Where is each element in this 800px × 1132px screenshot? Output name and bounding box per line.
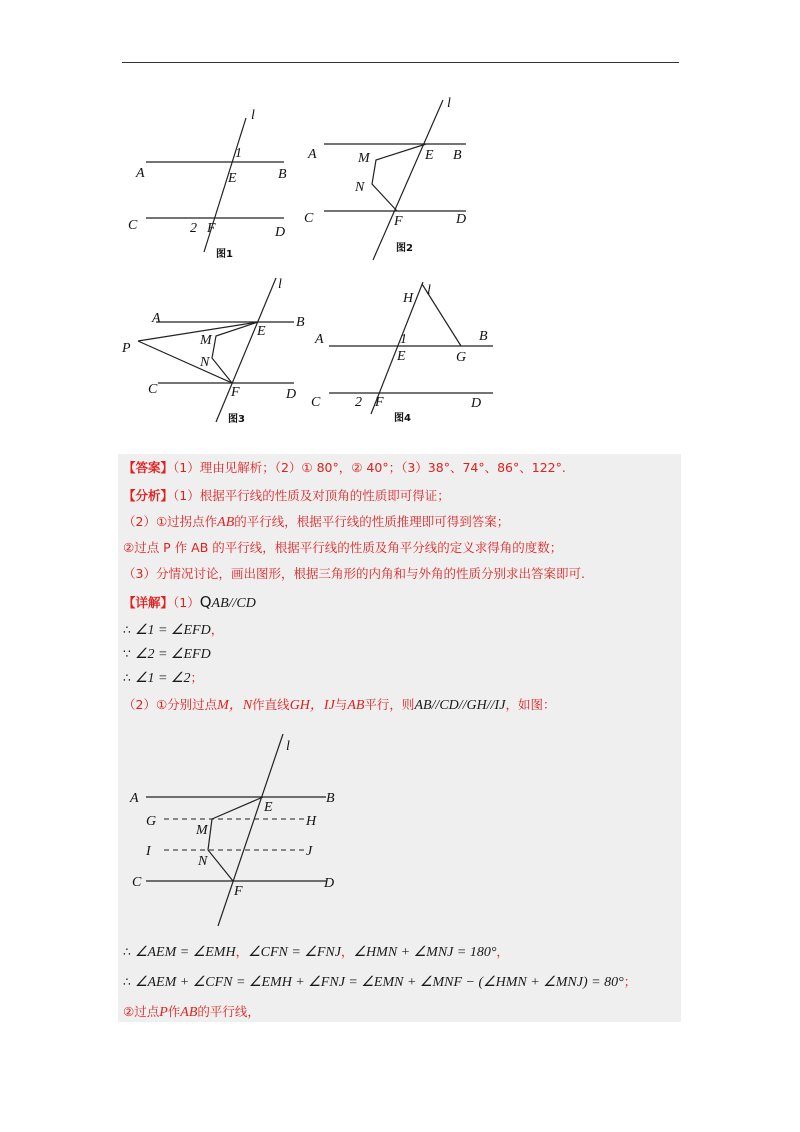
segment-pf [138, 341, 232, 383]
label-b: B [278, 167, 287, 182]
transversal-l [373, 100, 443, 260]
figure-construction [126, 730, 356, 930]
analysis-tag: 【分析】 [123, 488, 174, 503]
detail-tag: 【详解】 [123, 595, 174, 610]
caption-fig4: 图4 [394, 413, 411, 424]
caption-fig3: 图3 [228, 414, 245, 425]
label-l: l [427, 283, 431, 298]
label-b: B [296, 315, 305, 330]
label-b: B [479, 329, 488, 344]
label-f: F [394, 214, 403, 229]
caption-fig2: 图2 [396, 243, 413, 254]
label-d: D [471, 396, 482, 411]
label-h: H [403, 291, 414, 306]
label-n: N [198, 854, 208, 869]
detail-result-2: ∴ ∠AEM + ∠CFN = ∠EMH + ∠FNJ = ∠EMN + ∠MNF − (∠HMN + ∠MNJ) = 80°； [123, 974, 637, 990]
detail-eq-3: ∴ ∠1 = ∠2； [123, 670, 204, 686]
answer-line [123, 460, 566, 476]
analysis-line-2: （2）①过拐点作AB的平行线，根据平行线的性质推理即可得到答案； [123, 514, 510, 530]
label-m: M [196, 823, 208, 838]
label-a: A [136, 166, 145, 181]
label-c: C [304, 211, 314, 226]
figure-3 [118, 272, 318, 432]
label-e: E [425, 148, 434, 163]
label-e: E [257, 324, 266, 339]
label-p: P [122, 341, 131, 356]
label-b: B [453, 148, 462, 163]
answer-tag: 【答案】 [123, 460, 174, 475]
detail-eq-1: ∴ ∠1 = ∠EFD， [123, 622, 224, 638]
detail-part-2: （2）①分别过点M，N作直线GH，IJ与AB平行，则AB//CD//GH//IJ，如图： [123, 697, 556, 713]
label-n: N [355, 180, 365, 195]
label-f: F [231, 385, 240, 400]
caption-fig1: 图1 [216, 249, 233, 260]
analysis-line-4: （3）分情况讨论，画出图形，根据三角形的内角和与外角的性质分别求出答案即可. [123, 566, 585, 581]
label-a: A [152, 311, 161, 326]
label-e: E [264, 800, 273, 815]
bent-line-emnf [208, 797, 263, 881]
label-m: M [200, 333, 212, 348]
label-2: 2 [355, 395, 362, 410]
label-a: A [308, 147, 317, 162]
detail-last-line: ②过点P作AB的平行线， [123, 1004, 260, 1020]
label-a: A [315, 332, 324, 347]
transversal-l [216, 278, 276, 422]
answer-text: （1）理由见解析；（2）① 80°，② 40°；（3）38°、74°、86°、122°. [173, 460, 566, 475]
label-a: A [130, 791, 139, 806]
detail-result-1: ∴ ∠AEM = ∠EMH，∠CFN = ∠FNJ，∠HMN + ∠MNJ = 180°， [123, 944, 509, 960]
analysis-line-3: ②过点 P 作 AB 的平行线，根据平行线的性质及角平分线的定义求得角的度数； [123, 540, 563, 555]
label-b: B [326, 791, 335, 806]
label-i: I [146, 844, 151, 859]
label-f: F [207, 221, 216, 236]
label-c: C [128, 218, 138, 233]
figure-2 [300, 94, 490, 264]
label-e: E [397, 349, 406, 364]
label-m: M [358, 151, 370, 166]
analysis-line-1: 【分析】（1）根据平行线的性质及对顶角的性质即可得证； [123, 488, 450, 503]
label-l: l [447, 96, 451, 111]
label-g: G [146, 814, 157, 829]
label-l: l [278, 277, 282, 292]
label-d: D [275, 225, 286, 240]
label-c: C [132, 875, 142, 890]
transversal-l [218, 734, 283, 926]
label-c: C [311, 395, 321, 410]
figure-1 [120, 100, 300, 265]
label-l: l [251, 108, 255, 123]
label-d: D [286, 387, 297, 402]
label-1: 1 [235, 146, 242, 161]
label-j: J [306, 844, 313, 859]
label-2: 2 [190, 221, 197, 236]
figure-4 [305, 278, 505, 428]
label-f: F [375, 395, 384, 410]
detail-line-1: 【详解】（1）QAB//CD [123, 593, 256, 611]
detail-eq-2: ∵ ∠2 = ∠EFD [123, 646, 211, 662]
label-c: C [148, 382, 158, 397]
label-l: l [286, 739, 290, 754]
label-e: E [228, 171, 237, 186]
label-h: H [306, 814, 317, 829]
header-rule [122, 62, 679, 63]
label-n: N [200, 355, 210, 370]
label-1: 1 [400, 332, 407, 347]
bent-line-emnf [212, 322, 258, 383]
label-d: D [324, 876, 335, 891]
label-f: F [234, 884, 243, 899]
label-d: D [456, 212, 467, 227]
label-g: G [456, 350, 467, 365]
